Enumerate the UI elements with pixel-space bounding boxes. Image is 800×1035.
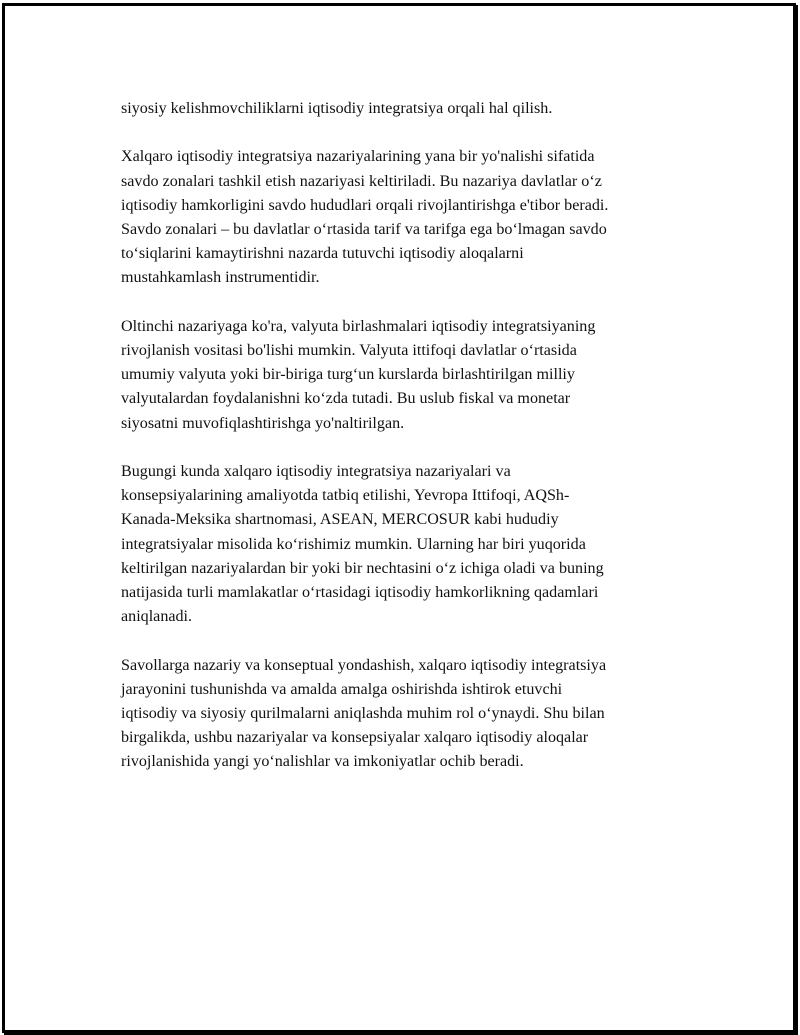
document-body	[121, 97, 681, 799]
paragraph-5: Savollarga nazariy va konseptual yondashish, xalqaro iqtisodiy integratsiya jarayonini tushunishda va amalda amalga oshirishda ishtirok etuvchi iqtisodiy va siyosiy qurilmalarni aniqlashda muhim rol o‘ynaydi. Shu bilan birgalikda, ushbu nazariyalar va konsepsiyalar xalqaro iqtisodiy aloqalar rivojlanishida yangi yo‘nalishlar va imkoniyatlar ochib beradi.	[121, 656, 607, 771]
paragraph-2: Xalqaro iqtisodiy integratsiya nazariyalarining yana bir yo'nalishi sifatida savdo zonalari tashkil etish nazariyasi keltiriladi. Bu nazariya davlatlar o‘z iqtisodiy hamkorligini savdo hududlari orqali rivojlantirishga e'tibor beradi. Savdo zonalari – bu davlatlar o‘rtasida tarif va tarifga ega bo‘lmagan savdo to‘siqlarini kamaytirishni nazarda tutuvchi iqtisodiy aloqalarni mustahkamlash instrumentidir.	[121, 148, 609, 287]
paragraph-4: Bugungi kunda xalqaro iqtisodiy integratsiya nazariyalari va konsepsiyalarining amaliyotda tatbiq etilishi, Yevropa Ittifoqi, AQSh- Kanada-Meksika shartnomasi, ASEAN, MERCOSUR kabi hududiy integratsiyalar misolida ko‘rishimiz mumkin. Ularning har biri yuqorida keltirilgan nazariyalardan bir yoki bir nechtasini o‘z ichiga oladi va buning natijasida turli mamlakatlar o‘rtasidagi iqtisodiy hamkorlikning qadamlari aniqlanadi.	[121, 463, 604, 626]
paragraph-3: Oltinchi nazariyaga ko'ra, valyuta birlashmalari iqtisodiy integratsiyaning rivojlanish vositasi bo'lishi mumkin. Valyuta ittifoqi davlatlar o‘rtasida umumiy valyuta yoki bir-biriga turg‘un kurslarda birlashtirilgan milliy valyutalardan foydalanishni ko‘zda tutadi. Bu uslub fiskal va monetar siyosatni muvofiqlashtirishga yo'naltirilgan.	[121, 317, 596, 432]
paragraph-1: siyosiy kelishmovchiliklarni iqtisodiy integratsiya orqali hal qilish.	[121, 100, 553, 117]
document-page	[2, 3, 796, 1033]
